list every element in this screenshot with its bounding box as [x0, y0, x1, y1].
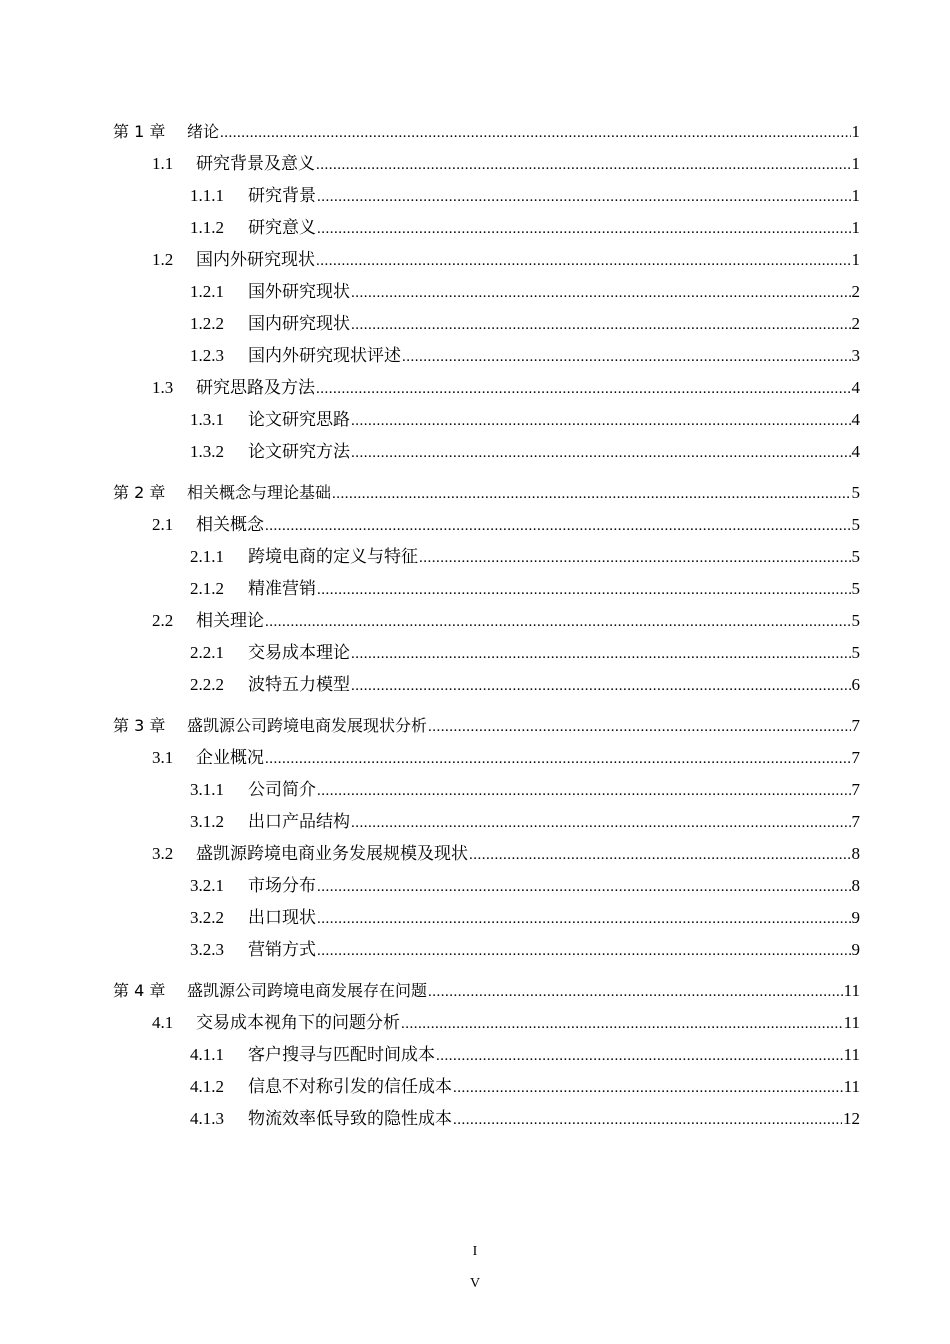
toc-entry-number: 1.3: [152, 378, 174, 397]
toc-entry-page: 4: [851, 410, 860, 429]
toc-dot-leader: [351, 807, 851, 839]
toc-dot-leader: [428, 976, 843, 1008]
toc-dot-leader: [317, 574, 851, 606]
toc-entry-page: 8: [851, 844, 860, 863]
toc-entry-page: 5: [851, 483, 860, 502]
toc-entry-title: 研究思路及方法: [196, 378, 315, 397]
toc-entry-title: 客户搜寻与匹配时间成本: [248, 1045, 435, 1064]
toc-subsection-entry[interactable]: [0, 212, 950, 244]
toc-entry-number: 4.1.2: [190, 1077, 224, 1096]
toc-entry-number: 第 4 章: [113, 981, 166, 1000]
toc-entry-page: 5: [851, 611, 860, 630]
toc-dot-leader: [428, 711, 850, 743]
toc-subsection-entry[interactable]: [0, 276, 950, 308]
toc-entry-page: 4: [851, 378, 860, 397]
toc-dot-leader: [316, 149, 851, 181]
toc-dot-leader: [436, 1040, 843, 1072]
toc-section-entry[interactable]: [0, 148, 950, 180]
toc-entry-title: 研究背景: [248, 186, 316, 205]
toc-entry-number: 2.2.1: [190, 643, 224, 662]
toc-entry-page: 1: [851, 186, 860, 205]
toc-dot-leader: [469, 839, 851, 871]
toc-dot-leader: [453, 1072, 843, 1104]
toc-subsection-entry[interactable]: [0, 308, 950, 340]
toc-entry-number: 3.2.2: [190, 908, 224, 927]
toc-entry-number: 3.1.1: [190, 780, 224, 799]
toc-entry-number: 第 3 章: [113, 716, 166, 735]
toc-entry-page: 5: [851, 579, 860, 598]
toc-entry-number: 3.2.1: [190, 876, 224, 895]
toc-chapter-entry[interactable]: [0, 975, 950, 1007]
toc-chapter-entry[interactable]: [0, 710, 950, 742]
toc-entry-page: 9: [851, 940, 860, 959]
toc-section-entry[interactable]: [0, 838, 950, 870]
toc-entry-title: 出口现状: [248, 908, 316, 927]
toc-entry-title: 市场分布: [248, 876, 316, 895]
toc-dot-leader: [317, 935, 851, 967]
toc-entry-number: 3.1.2: [190, 812, 224, 831]
toc-subsection-entry[interactable]: [0, 637, 950, 669]
toc-entry-number: 4.1.3: [190, 1109, 224, 1128]
toc-entry-title: 绪论: [187, 122, 220, 141]
toc-entry-number: 1.3.1: [190, 410, 224, 429]
toc-entry-title: 相关概念: [196, 515, 264, 534]
toc-entry-title: 相关理论: [196, 611, 264, 630]
toc-entry-page: 11: [843, 1077, 860, 1096]
toc-entry-number: 1.1.2: [190, 218, 224, 237]
toc-entry-page: 3: [851, 346, 860, 365]
toc-subsection-entry[interactable]: [0, 806, 950, 838]
toc-entry-title: 企业概况: [196, 748, 264, 767]
toc-subsection-entry[interactable]: [0, 436, 950, 468]
toc-entry-number: 2.1.2: [190, 579, 224, 598]
toc-entry-number: 第 2 章: [113, 483, 166, 502]
toc-entry-title: 研究背景及意义: [196, 154, 315, 173]
toc-entry-number: 1.3.2: [190, 442, 224, 461]
toc-entry-page: 11: [843, 981, 860, 1000]
toc-entry-title: 论文研究方法: [248, 442, 350, 461]
toc-entry-number: 第 1 章: [113, 122, 166, 141]
toc-section-entry[interactable]: [0, 372, 950, 404]
toc-entry-title: 波特五力模型: [248, 675, 350, 694]
toc-dot-leader: [317, 903, 851, 935]
toc-subsection-entry[interactable]: [0, 902, 950, 934]
toc-entry-page: 11: [843, 1045, 860, 1064]
toc-entry-title: 公司简介: [248, 780, 316, 799]
toc-entry-page: 12: [843, 1109, 860, 1128]
toc-entry-page: 7: [851, 812, 860, 831]
toc-entry-page: 2: [851, 314, 860, 333]
toc-entry-title: 信息不对称引发的信任成本: [248, 1077, 452, 1096]
toc-entry-number: 1.1.1: [190, 186, 224, 205]
toc-entry-page: 1: [851, 218, 860, 237]
toc-entry-page: 11: [843, 1013, 860, 1032]
table-of-contents: [0, 116, 950, 1135]
toc-subsection-entry[interactable]: [0, 404, 950, 436]
toc-chapter-entry[interactable]: [0, 116, 950, 148]
toc-section-entry[interactable]: [0, 1007, 950, 1039]
toc-entry-number: 1.2: [152, 250, 174, 269]
toc-entry-page: 8: [851, 876, 860, 895]
toc-entry-number: 2.2: [152, 611, 174, 630]
toc-subsection-entry[interactable]: [0, 573, 950, 605]
toc-entry-page: 1: [851, 250, 860, 269]
toc-entry-number: 4.1: [152, 1013, 174, 1032]
toc-entry-title: 交易成本视角下的问题分析: [196, 1013, 400, 1032]
toc-chapter-entry[interactable]: [0, 477, 950, 509]
toc-entry-title: 研究意义: [248, 218, 316, 237]
toc-entry-number: 3.2.3: [190, 940, 224, 959]
toc-entry-page: 7: [851, 716, 860, 735]
toc-subsection-entry[interactable]: [0, 1103, 950, 1135]
footer-page-number: V: [469, 1276, 481, 1291]
toc-entry-page: 1: [851, 154, 860, 173]
toc-entry-number: 1.2.1: [190, 282, 224, 301]
toc-dot-leader: [351, 277, 851, 309]
toc-entry-title: 出口产品结构: [248, 812, 350, 831]
toc-dot-leader: [265, 510, 851, 542]
toc-dot-leader: [220, 117, 850, 149]
toc-entry-page: 7: [851, 780, 860, 799]
toc-section-entry[interactable]: [0, 742, 950, 774]
toc-entry-number: 2.1: [152, 515, 174, 534]
toc-dot-leader: [351, 670, 851, 702]
toc-entry-number: 1.2.3: [190, 346, 224, 365]
toc-entry-number: 3.1: [152, 748, 174, 767]
toc-entry-number: 1.1: [152, 154, 174, 173]
toc-entry-page: 5: [851, 643, 860, 662]
toc-dot-leader: [332, 478, 850, 510]
toc-entry-page: 7: [851, 748, 860, 767]
toc-entry-title: 国内外研究现状: [196, 250, 315, 269]
toc-dot-leader: [401, 1008, 843, 1040]
toc-entry-number: 1.2.2: [190, 314, 224, 333]
toc-dot-leader: [317, 213, 851, 245]
toc-entry-page: 9: [851, 908, 860, 927]
toc-dot-leader: [265, 743, 851, 775]
toc-entry-title: 相关概念与理论基础: [187, 483, 332, 502]
toc-subsection-entry[interactable]: [0, 541, 950, 573]
toc-subsection-entry[interactable]: [0, 340, 950, 372]
toc-entry-title: 盛凯源公司跨境电商发展存在问题: [187, 981, 428, 1000]
toc-dot-leader: [351, 437, 851, 469]
toc-subsection-entry[interactable]: [0, 934, 950, 966]
toc-entry-title: 交易成本理论: [248, 643, 350, 662]
toc-entry-title: 精准营销: [248, 579, 316, 598]
toc-dot-leader: [351, 405, 851, 437]
toc-entry-title: 国外研究现状: [248, 282, 350, 301]
toc-subsection-entry[interactable]: [0, 180, 950, 212]
toc-dot-leader: [351, 638, 851, 670]
toc-subsection-entry[interactable]: [0, 1039, 950, 1071]
toc-section-entry[interactable]: [0, 244, 950, 276]
toc-entry-number: 2.1.1: [190, 547, 224, 566]
toc-subsection-entry[interactable]: [0, 669, 950, 701]
toc-dot-leader: [317, 871, 851, 903]
toc-entry-title: 营销方式: [248, 940, 316, 959]
toc-section-entry[interactable]: [0, 509, 950, 541]
toc-entry-number: 4.1.1: [190, 1045, 224, 1064]
toc-entry-page: 5: [851, 547, 860, 566]
toc-dot-leader: [419, 542, 851, 574]
toc-dot-leader: [317, 181, 851, 213]
toc-entry-title: 国内研究现状: [248, 314, 350, 333]
toc-entry-page: 1: [851, 122, 860, 141]
toc-entry-title: 国内外研究现状评述: [248, 346, 401, 365]
toc-subsection-entry[interactable]: [0, 1071, 950, 1103]
toc-entry-title: 跨境电商的定义与特征: [248, 547, 418, 566]
toc-dot-leader: [316, 373, 851, 405]
toc-entry-number: 3.2: [152, 844, 174, 863]
toc-dot-leader: [402, 341, 851, 373]
toc-entry-title: 盛凯源公司跨境电商发展现状分析: [187, 716, 428, 735]
toc-subsection-entry[interactable]: [0, 774, 950, 806]
toc-subsection-entry[interactable]: [0, 870, 950, 902]
toc-entry-page: 4: [851, 442, 860, 461]
toc-dot-leader: [317, 775, 851, 807]
toc-dot-leader: [351, 309, 851, 341]
toc-entry-page: 5: [851, 515, 860, 534]
toc-dot-leader: [453, 1104, 842, 1136]
toc-entry-number: 2.2.2: [190, 675, 224, 694]
toc-section-entry[interactable]: [0, 605, 950, 637]
toc-entry-page: 2: [851, 282, 860, 301]
toc-dot-leader: [265, 606, 851, 638]
footer-roman-numeral: I: [472, 1244, 478, 1259]
toc-entry-title: 论文研究思路: [248, 410, 350, 429]
toc-entry-title: 物流效率低导致的隐性成本: [248, 1109, 452, 1128]
toc-entry-page: 6: [851, 675, 860, 694]
toc-entry-title: 盛凯源跨境电商业务发展规模及现状: [196, 844, 468, 863]
toc-dot-leader: [316, 245, 851, 277]
